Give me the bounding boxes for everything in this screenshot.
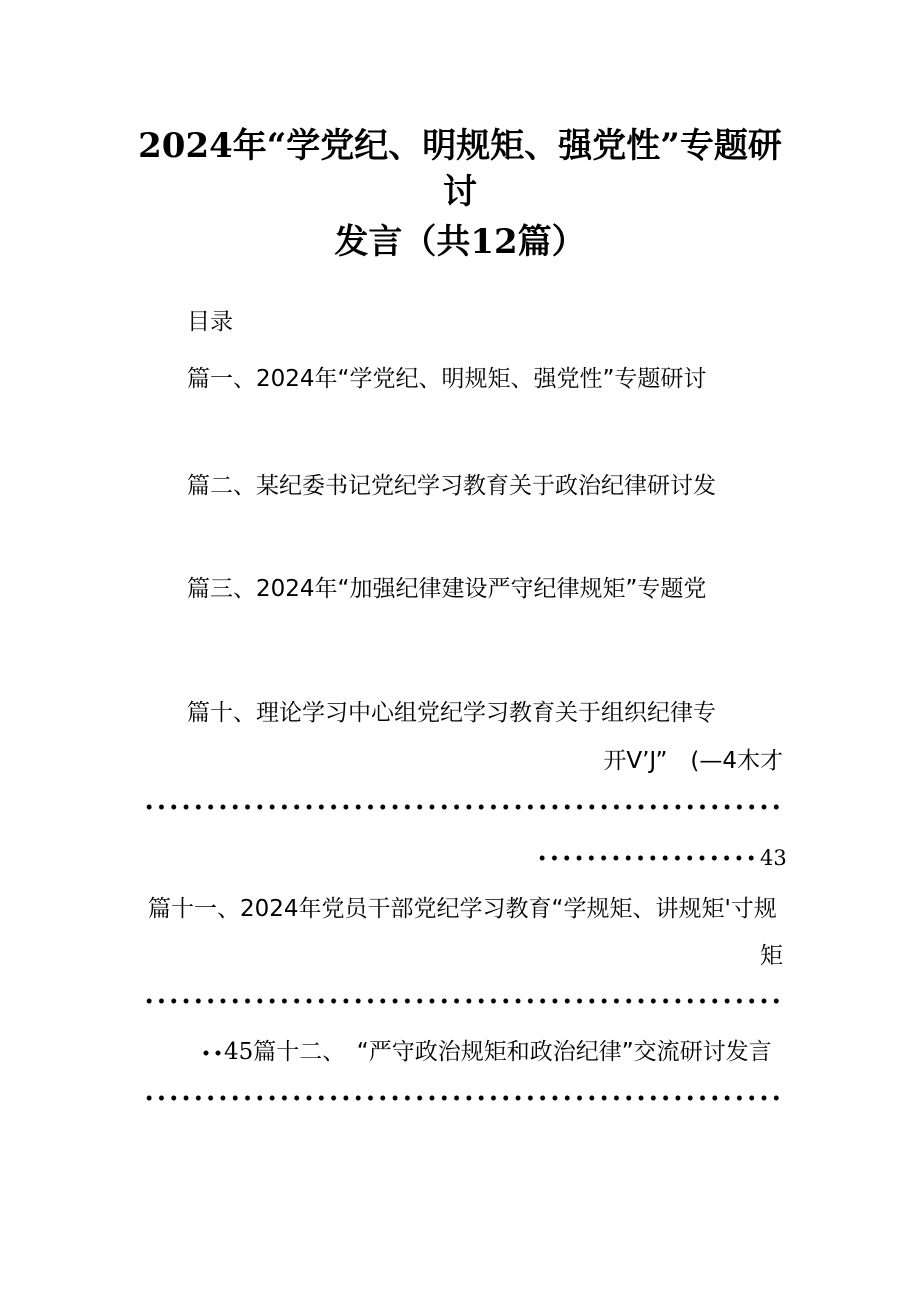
toc-item-1[interactable]: 篇一、2024年“学党纪、明规矩、强党性”专题研讨 [187,366,707,392]
toc-leader-dots [143,802,783,812]
toc-item-3[interactable]: 篇三、2024年“加强纪律建设严守纪律规矩”专题党 [187,576,707,602]
toc-leader-dots [536,853,758,863]
toc-item-11-page-and-item-12[interactable] [200,1036,772,1068]
toc-leader-dots [143,996,783,1006]
toc-heading: 目录 [187,309,233,335]
toc-item-2[interactable]: 篇二、某纪委书记党纪学习教育关于政治纪律研讨发 [187,473,716,499]
toc-leader-dots [200,1048,224,1058]
toc-item-10-line-1[interactable]: 篇十、理论学习中心组党纪学习教育关于组织纪律专 [187,700,716,726]
toc-item-12[interactable]: 篇十二、 “严守政治规矩和政治纪律”交流研讨发言 [253,1039,772,1065]
document-title-line-2: 讨 [443,172,477,212]
document-title-line-1: 2024年“学党纪、明规矩、强党性”专题研 [138,126,782,166]
toc-item-10-page-number: 43 [760,846,787,870]
toc-item-11-line-1[interactable]: 篇十一、2024年党员干部党纪学习教育“学规矩、讲规矩'寸规 [148,896,777,922]
toc-leader-dots [143,1093,783,1103]
toc-item-11-line-2[interactable]: 矩 [760,943,783,969]
toc-item-11-page-number: 45 [224,1039,254,1065]
toc-item-10-line-2[interactable]: 开V’J” (—4木才 [603,748,783,774]
document-title-line-3: 发言（共12篇） [334,222,586,262]
